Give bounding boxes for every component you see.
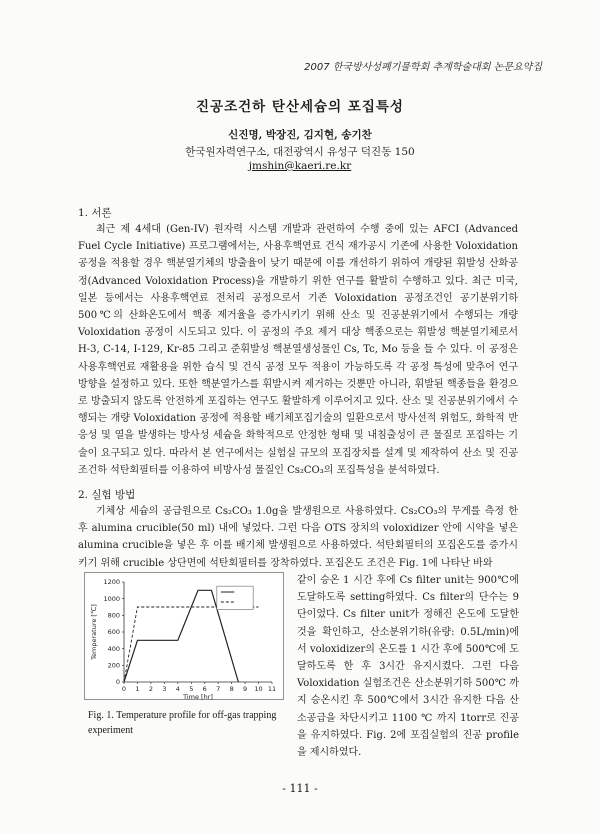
affiliation: 한국원자력연구소, 대전광역시 유성구 덕진동 150 [185, 146, 415, 158]
y-axis-label: Temperature [℃] [90, 604, 98, 660]
section-body-method-right: 같이 승온 1 시간 후에 Cs filter unit는 900℃에 도달하도록 setting하였다. Cs filter의 단수는 9 단이었다. Cs filter unit가 정해진 온도에 도달한 것을 확인하고, 산소분위기하(유량: 0.5L/min)에서 voloxidizer의 온도를 1 시간 후에 500℃에 도달하도록 한 후 3시간 유지시켰다. 그런 다음 Voloxidation 실험조건은 산소분위기하 500℃ 까지 승온시킨 후 500℃에서 3시간 유지한 다음 산소공급을 차단시키고 1100 ℃ 까지 1torr로 진공을 유지하였다. Fig. 2에 포집실험의 진공 profile을 제시하였다. [297, 575, 519, 759]
journal-header: 2007 한국방사성폐기물학회 추계학술대회 논문요약집 [304, 62, 542, 73]
x-tick-label: 1 [135, 685, 140, 693]
y-tick-label: 400 [107, 644, 120, 653]
author-email[interactable]: jmshin@kaeri.re.kr [248, 160, 352, 172]
x-tick-label: 6 [202, 685, 207, 693]
y-tick-label: 200 [107, 661, 120, 670]
y-tick-label: 1000 [103, 594, 120, 603]
section-body-method: 기체상 세슘의 공급원으로 Cs₂CO₃ 1.0g을 발생원으로 사용하였다. Cs₂CO₃의 무게를 측정 한 후 alumina crucible(50 ml) 내에 넣었다. 그런 다음 OTS 장치의 voloxidizer 안에 시약을 넣은 alumina crucible을 넣은 후 이를 배기체 발생원으로 사용하였다. 석탄회필터의 포집온도를 증가시키기 위해 crucible 상단면에 석탄회필터를 장착하였다. 포집온도 조건은 Fig. 1에 나타난 바와 [78, 506, 518, 569]
section-heading-intro: 1. 서론 [78, 207, 112, 219]
x-tick-label: 0 [121, 685, 127, 693]
author-list: 신진명, 박장진, 김지현, 송기찬 [228, 129, 372, 141]
figure-1-caption: Fig. 1. Temperature profile for off-gas trapping experiment [88, 710, 277, 736]
y-tick-label: 1200 [103, 578, 120, 587]
x-tick-label: 7 [216, 685, 221, 693]
y-tick-label: 800 [107, 611, 120, 620]
y-tick-label: 600 [107, 628, 120, 637]
y-tick-label: 0 [115, 678, 120, 687]
x-tick-label: 10 [254, 685, 263, 693]
x-tick-label: 11 [267, 685, 277, 693]
x-tick-label: 9 [243, 685, 248, 693]
x-tick-label: 5 [189, 685, 194, 693]
section-heading-method: 2. 실험 방법 [78, 489, 136, 501]
x-tick-label: 2 [148, 685, 153, 693]
page-number: - 111 - [282, 782, 318, 795]
figure-1-chart [84, 572, 284, 700]
legend-box [217, 586, 253, 609]
x-axis-label: Time [hr] [183, 693, 213, 700]
temperature-profile-chart [84, 572, 284, 700]
x-tick-label: 4 [175, 685, 180, 693]
paper-title: 진공조건하 탄산세슘의 포집특성 [196, 99, 404, 115]
section-body-intro: 최근 제 4세대 (Gen-IV) 원자력 시스템 개발과 관련하여 수행 중에 있는 AFCI (Advanced Fuel Cycle Initiative) 프로그램에서는, 사용후핵연료 건식 재가공시 기존에 사용한 Voloxidation 공정을 적용할 경우 핵분열기체의 방출율이 낮기 때문에 이를 개선하기 위하여 개량된 휘발성 산화공정(Advanced Voloxidation Process)을 개발하기 위한 연구를 활발히 수행하고 있다. 최근 미국, 일본 등에서는 사용후핵연료 전처리 공정으로서 기존 Voloxidation 공정조건인 공기분위기하 500℃의 산화온도에서 핵종 제거율을 증가시키기 위해 산소 및 진공분위기에서 수행되는 개량 Voloxidation 공정이 시도되고 있다. 이 공정의 주요 제거 대상 핵종으로는 휘발성 핵분열기체로서 H-3, C-14, I-129, Kr-85 그리고 준휘발성 핵분열생성물인 Cs, Tc, Mo 등을 들 수 있다. 이 공정은 사용후핵연료 재활용을 위한 습식 및 건식 공정 모두 적용이 가능하도록 각 공정 특성에 맞추어 연구 방향을 설정하고 있다. 또한 핵분열가스를 휘발시켜 제거하는 것뿐만 아니라, 휘발된 핵종들을 환경으로 방출되지 않도록 안전하게 포집하는 연구도 활발하게 이루어지고 있다. 산소 및 진공분위기에서 수행되는 개량 Voloxidation 공정에 적용할 배기체포집기술의 일환으로서 방사선적 위험도, 화학적 반응성 및 열을 발생하는 방사성 세슘을 화학적으로 안정한 형태 및 내침출성이 큰 물질로 포집하는 기술이 요구되고 있다. 따라서 본 연구에서는 실험실 규모의 포집장치를 설계 및 제작하여 산소 및 진공조건하 석탄회필터를 이용하여 비방사성 물질인 Cs₂CO₃의 포집특성을 분석하였다. [78, 224, 518, 476]
x-tick-label: 8 [229, 685, 234, 693]
x-tick-label: 3 [162, 685, 167, 693]
